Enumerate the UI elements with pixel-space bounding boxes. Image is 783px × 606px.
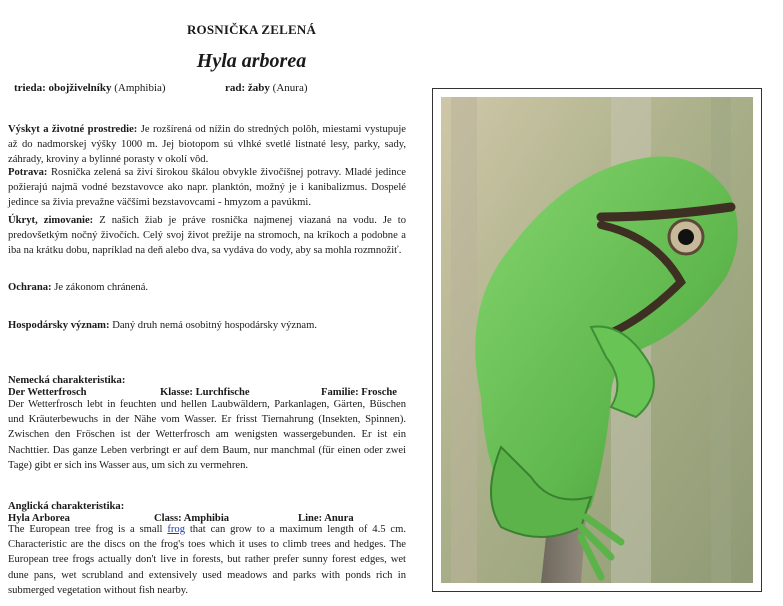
german-name: Der Wetterfrosch	[8, 387, 87, 398]
food-text: Rosnička zelená sa živí širokou škálou obvykle živočíšnej potravy. Mladé jedince požierajú najmä vodné bezstavovce ako napr. planktón, možný je i kanibalizmus. Dospelé jedince sa živia prevažne väčšími bezstavovcami - hmyzom a pavúkmi.	[8, 167, 406, 209]
section-shelter	[8, 213, 406, 259]
order-latin: (Anura)	[272, 82, 308, 94]
frog-link[interactable]: frog	[167, 524, 185, 535]
section-economic	[8, 318, 406, 333]
class-label: trieda:	[14, 82, 46, 94]
page-title: ROSNIČKA ZELENÁ	[186, 22, 317, 37]
section-protection	[8, 280, 406, 295]
german-familie: Familie: Frosche	[321, 387, 397, 398]
latin-name: Hyla arborea	[196, 50, 307, 72]
occurrence-text: Je rozšírená od nížin do stredných polôh, miestami vystupuje až do nadmorskej výšky 1000 m. Jej biotopom sú vlhké svetlé listnaté lesy, parky, sady, záhrady, kroviny a bylinné porasty v okolí vôd.	[8, 124, 406, 166]
order-info	[225, 82, 308, 94]
english-line: Line: Anura	[298, 513, 354, 524]
order-value: žaby	[247, 82, 270, 94]
occurrence-label: Výskyt a životné prostredie:	[8, 124, 138, 135]
section-food	[8, 165, 406, 211]
section-occurrence	[8, 122, 406, 168]
economic-text: Daný druh nemá osobitný hospodársky význam.	[112, 320, 317, 331]
german-text: Der Wetterfrosch lebt in feuchten und hellen Laubwäldern, Parkanlagen, Gärten, Büschen und Kräuterbewuchs in der Nähe vom Wasser. Er frisst Tiernahrung (Insekten, Spinnen). Zwischen den Fröschen ist der Wetterfrosch am wenigsten wassergebunden. Er ist ein Nachttier. Das ganze Leben verbringt er auf dem Baum, nur manchmal (für einen oder zwei Tage) gibt er sich ins Wasser aus, um sich zu vermehren.	[8, 399, 406, 471]
class-latin: (Amphibia)	[114, 82, 166, 94]
german-heading: Nemecká charakteristika:	[8, 375, 126, 386]
german-klasse: Klasse: Lurchfische	[160, 387, 250, 398]
shelter-label: Úkryt, zimovanie:	[8, 215, 94, 226]
english-heading: Anglická charakteristika:	[8, 501, 125, 512]
english-text-before: The European tree frog is a small	[8, 524, 168, 535]
english-text	[8, 522, 406, 598]
english-text-after: that can grow to a maximum length of 4.5 cm. Characteristic are the discs on the frog's toes which it uses to climb trees and hedges. The European tree frogs actually don't live in forests, but rather prefer sunny forest edges, wet dune pans, wet scrubland and extensively used meadows and parks with ponds rich in submerged vegetation without fish nearby.	[8, 524, 407, 596]
economic-label: Hospodársky význam:	[8, 320, 110, 331]
frog-illustration	[441, 97, 753, 583]
frog-photo	[441, 97, 753, 583]
food-label: Potrava:	[8, 167, 48, 178]
shelter-text: Z našich žiab je práve rosnička najmenej viazaná na vodu. Je to predovšetkým nočný živočích. Celý svoj život prežije na stromoch, na kríkoch a podobne a iba na krátku dobu, napríklad na deň alebo dva, sa vydáva do vody, aby sa mohla rozmnožiť.	[8, 215, 406, 257]
protection-text: Je zákonom chránená.	[54, 282, 149, 293]
class-info	[14, 82, 166, 94]
class-value: obojživelníky	[48, 82, 112, 94]
order-label: rad:	[225, 82, 246, 94]
english-class: Class: Amphibia	[154, 513, 230, 524]
english-name: Hyla Arborea	[8, 513, 70, 524]
protection-label: Ochrana:	[8, 282, 52, 293]
